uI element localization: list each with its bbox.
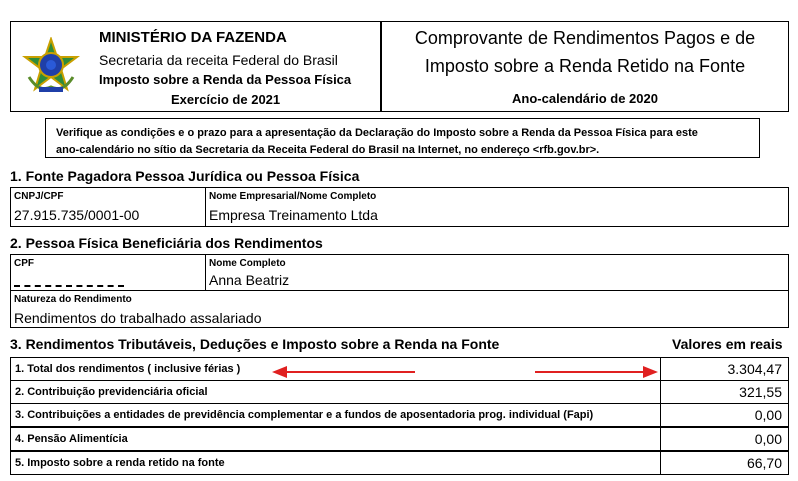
calendar-year: Ano-calendário de 2020 — [512, 91, 658, 106]
notice-line2: ano-calendário no sítio da Secretaria da Receita Federal do Brasil na Internet, no endereço <rfb.gov.br>. — [56, 144, 600, 156]
section1-title: 1. Fonte Pagadora Pessoa Jurídica ou Pessoa Física — [10, 168, 360, 184]
values-header: Valores em reais — [672, 336, 783, 352]
nature-label: Natureza do Rendimento — [14, 294, 132, 305]
cnpj-label: CNPJ/CPF — [14, 191, 64, 202]
notice-line1: Verifique as condições e o prazo para a apresentação da Declaração do Imposto sobre a Renda da Pessoa Física para este — [56, 127, 698, 139]
section3-title: 3. Rendimentos Tributáveis, Deduções e Imposto sobre a Renda na Fonte — [10, 336, 500, 352]
left-arrow-icon — [272, 366, 415, 378]
nature-value: Rendimentos do trabalhado assalariado — [14, 310, 262, 326]
income-row-value: 0,00 — [660, 427, 788, 451]
tax-name: Imposto sobre a Renda da Pessoa Física — [99, 72, 352, 87]
beneficiary-name-label: Nome Completo — [209, 258, 286, 269]
income-row-value: 0,00 — [660, 403, 788, 427]
income-row-label: 4. Pensão Alimentícia — [15, 433, 128, 445]
cpf-label: CPF — [14, 258, 34, 269]
income-row-value: 321,55 — [660, 380, 788, 404]
company-name-value: Empresa Treinamento Ltda — [209, 207, 378, 223]
right-arrow-icon — [535, 366, 658, 378]
income-row-label: 1. Total dos rendimentos ( inclusive férias ) — [15, 363, 241, 375]
income-row-value: 66,70 — [660, 451, 788, 475]
secretariat-name: Secretaria da receita Federal do Brasil — [99, 52, 338, 68]
income-row-label: 3. Contribuições a entidades de previdência complementar e a fundos de aposentadoria prog. individual (Fapi) — [15, 409, 594, 421]
company-name-label: Nome Empresarial/Nome Completo — [209, 191, 377, 202]
exercise-year: Exercício de 2021 — [171, 92, 281, 107]
doc-title-line1: Comprovante de Rendimentos Pagos e de — [414, 28, 756, 48]
income-row-value: 3.304,47 — [660, 357, 788, 381]
section2-title: 2. Pessoa Física Beneficiária dos Rendimentos — [10, 235, 323, 251]
doc-title-line2: Imposto sobre a Renda Retido na Fonte — [424, 56, 746, 76]
cnpj-value: 27.915.735/0001-00 — [14, 207, 140, 223]
income-row-label: 5. Imposto sobre a renda retido na fonte — [15, 457, 225, 469]
ministry-name: MINISTÉRIO DA FAZENDA — [99, 29, 287, 46]
beneficiary-name-value: Anna Beatriz — [209, 272, 290, 288]
income-row-label: 2. Contribuição previdenciária oficial — [15, 386, 208, 398]
